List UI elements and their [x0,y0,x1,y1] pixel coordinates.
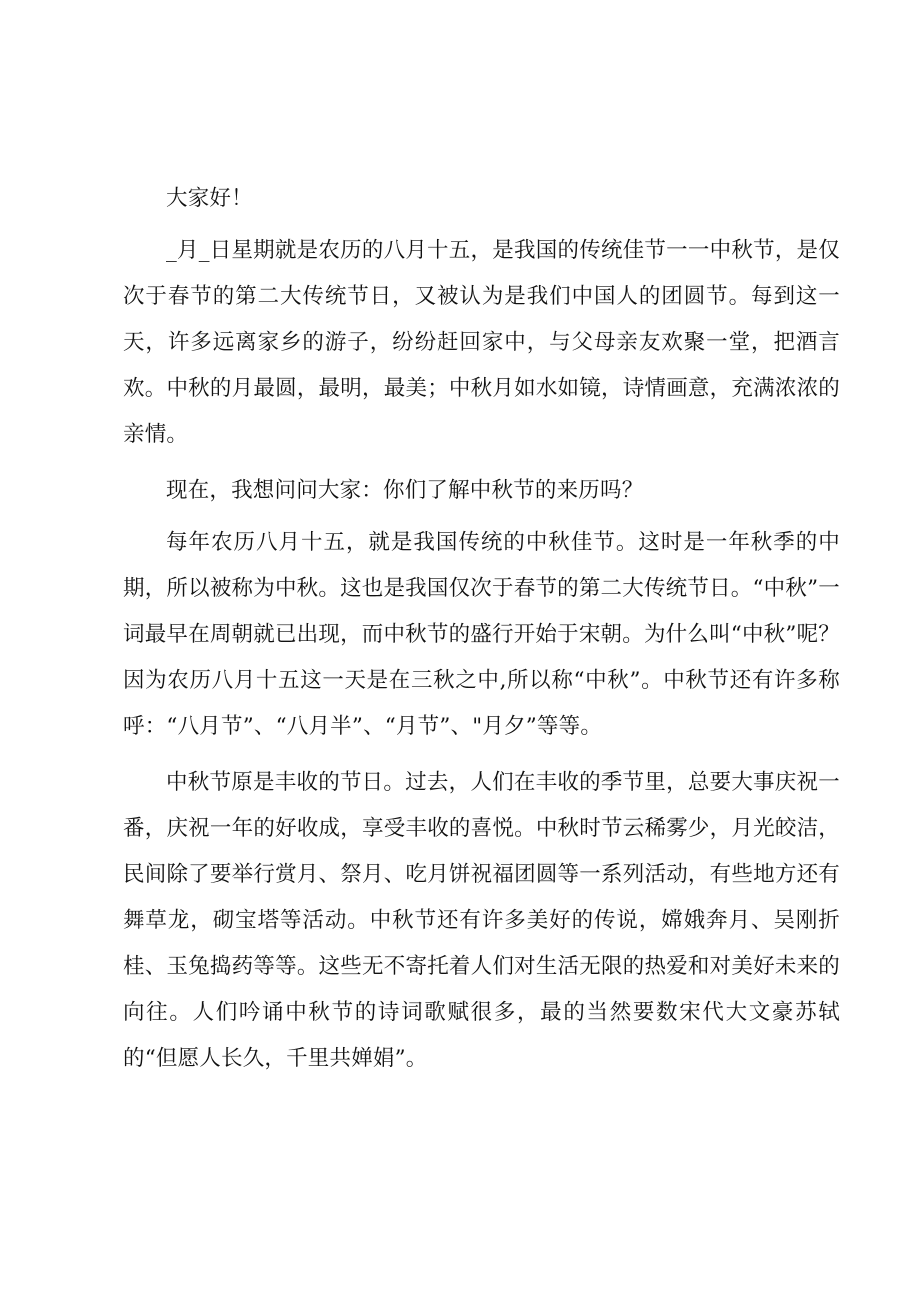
paragraph-harvest: 中秋节原是丰收的节日。过去，人们在丰收的季节里，总要大事庆祝一番，庆祝一年的好收成，享受丰收的喜悦。中秋时节云稀雾少，月光皎洁，民间除了要举行赏月、祭月、吃月饼祝福团圆等一系列活动，有些地方还有舞草龙，砌宝塔等活动。中秋节还有许多美好的传说，嫦娥奔月、吴刚折桂、玉兔捣药等等。这些无不寄托着人们对生活无限的热爱和对美好未来的向往。人们吟诵中秋节的诗词歌赋很多，最的当然要数宋代大文豪苏轼的“但愿人长久，千里共婵娟”。 [123,770,840,1071]
greeting-line: 大家好！ [166,186,253,211]
paragraph-date-intro: _月_日星期就是农历的八月十五，是我国的传统佳节一一中秋节，是仅次于春节的第二大传统节日，又被认为是我们中国人的团圆节。每到这一天，许多远离家乡的游子，纷纷赶回家中，与父母亲友欢聚一堂，把酒言欢。中秋的月最圆，最明，最美；中秋月如水如镜，诗情画意，充满浓浓的亲情。 [123,238,840,447]
paragraph-question: 现在，我想问问大家：你们了解中秋节的来历吗？ [166,478,644,503]
paragraph-origin: 每年农历八月十五，就是我国传统的中秋佳节。这时是一年秋季的中期，所以被称为中秋。这也是我国仅次于春节的第二大传统节日。“中秋”一词最早在周朝就已出现，而中秋节的盛行开始于宋朝。为什么叫“中秋”呢？因为农历八月十五这一天是在三秋之中,所以称“中秋”。中秋节还有许多称呼：“八月节”、“八月半”、“月节”、"月夕”等等。 [123,530,840,739]
